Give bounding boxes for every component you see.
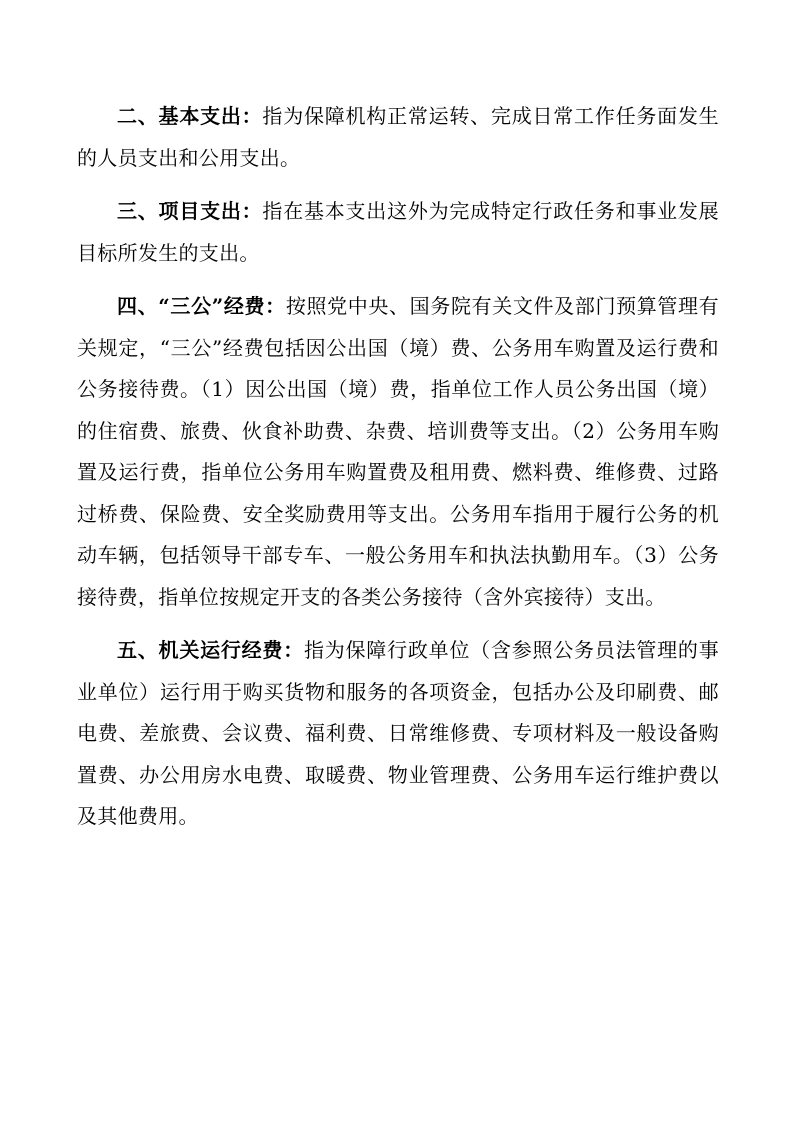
term-basic-expenditure: 二、基本支出： xyxy=(117,104,263,128)
document-page xyxy=(77,96,719,850)
definition-three-public-expenses: 按照党中央、国务院有关文件及部门预算管理有关规定，“三公”经费包括因公出国（境）费、公务用车购置及运行费和公务接待费。（1）因公出国（境）费，指单位工作人员公务出国（境）的住宿费、旅费、伙食补助费、杂费、培训费等支出。（2）公务用车购置及运行费，指单位公务用车购置费及租用费、燃料费、维修费、过路过桥费、保险费、安全奖励费用等支出。公务用车指用于履行公务的机动车辆，包括领导干部专车、一般公务用车和执法执勤用车。（3）公务接待费，指单位按规定开支的各类公务接待（含外宾接待）支出。 xyxy=(77,294,719,609)
term-three-public-expenses: 四、“三公”经费： xyxy=(117,294,286,318)
term-project-expenditure: 三、项目支出： xyxy=(117,199,263,223)
term-agency-operating-funds: 五、机关运行经费： xyxy=(117,638,304,662)
paragraph-project-expenditure xyxy=(77,191,719,274)
definition-agency-operating-funds: 指为保障行政单位（含参照公务员法管理的事业单位）运行用于购买货物和服务的各项资金，包括办公及印刷费、邮电费、差旅费、会议费、福利费、日常维修费、专项材料及一般设备购置费、办公用房水电费、取暖费、物业管理费、公务用车运行维护费以及其他费用。 xyxy=(77,638,720,828)
definition-basic-expenditure: 指为保障机构正常运转、完成日常工作任务面发生的人员支出和公用支出。 xyxy=(77,104,719,170)
paragraph-basic-expenditure xyxy=(77,96,719,179)
paragraph-agency-operating-funds xyxy=(77,630,719,838)
definition-project-expenditure: 指在基本支出这外为完成特定行政任务和事业发展目标所发生的支出。 xyxy=(77,199,719,265)
paragraph-three-public-expenses xyxy=(77,286,719,618)
